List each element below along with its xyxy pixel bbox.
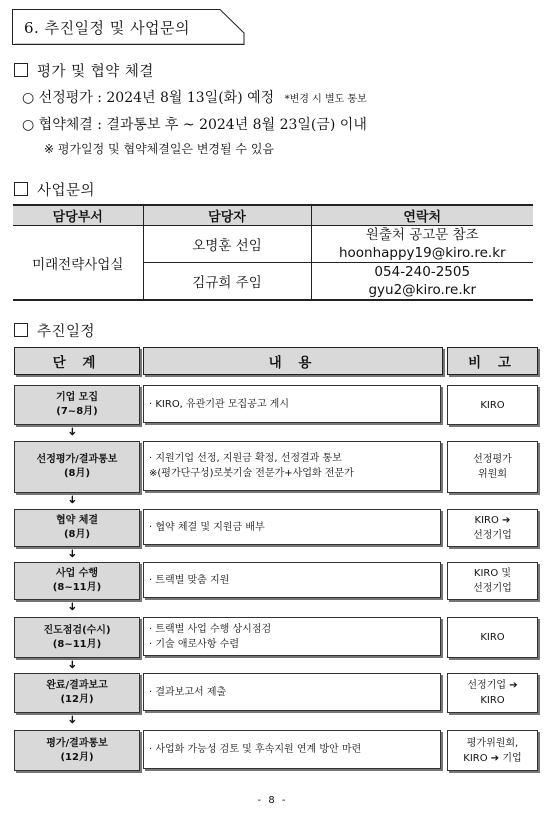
stage-box <box>14 385 140 425</box>
evaluation-note: ※ 평가일정 및 협약체결일은 변경될 수 있음 <box>44 142 275 156</box>
contact-info-cell: 054-240-2505 gyu2@kiro.re.kr <box>311 263 533 301</box>
stage-period: (8月) <box>63 468 91 479</box>
step-remark-line: KIRO ➔ <box>474 515 511 526</box>
step-content-box <box>143 385 441 423</box>
stage-box <box>14 562 140 600</box>
square-bullet-icon <box>14 323 28 337</box>
stage-name: 완료/결과보고 <box>46 680 108 691</box>
step-content-line: · 협약 체결 및 지원금 배부 <box>149 521 265 533</box>
stage-name: 사업 수행 <box>55 568 99 579</box>
contact-name-cell: 오명훈 선임 <box>143 226 311 263</box>
step-remark-box <box>447 617 538 658</box>
square-bullet-icon <box>14 182 28 196</box>
stage-box <box>14 673 140 713</box>
stage-name: 진도점검(수시) <box>43 624 111 636</box>
contact-table-header <box>13 205 533 226</box>
step-remark-line: KIRO <box>480 632 505 643</box>
step-content-box <box>143 562 441 598</box>
stage-period: (8~11月) <box>52 638 102 650</box>
contact-table <box>13 204 533 301</box>
content-column-header: 내 용 <box>143 347 443 375</box>
table-row <box>13 226 533 263</box>
page-title: 6. 추진일정 및 사업문의 <box>24 19 191 37</box>
evaluation-item-2: ○ 협약체결 : 결과통보 후 ~ 2024년 8월 23일(금) 이내 <box>22 117 367 133</box>
stage-box <box>14 441 140 493</box>
schedule-heading: 추진일정 <box>14 320 95 341</box>
step-remark-box <box>447 385 538 425</box>
step-content-box <box>143 617 441 656</box>
step-remark-line: 선정평가 <box>473 454 512 465</box>
section-title-tab <box>12 9 244 43</box>
down-arrow-icon: ➜ <box>66 426 80 437</box>
step-remark-box <box>447 730 538 771</box>
stage-name: 평가/결과통보 <box>46 737 108 749</box>
step-content-line: · 기술 애로사항 수렴 <box>149 638 239 650</box>
stage-period: (8月) <box>63 529 91 540</box>
step-remark-line: KIRO 및 <box>473 568 512 579</box>
stage-period: (7~8月) <box>56 406 98 417</box>
step-remark-line: 위원회 <box>478 469 507 480</box>
step-content-box <box>143 730 441 769</box>
step-content-box <box>143 673 441 711</box>
step-remark-box <box>447 441 538 493</box>
stage-period: (12月) <box>60 751 94 763</box>
step-remark-line: 선정기업 <box>473 530 512 541</box>
step-remark-line: KIRO <box>480 399 505 411</box>
step-remark-line: KIRO ➔ 기업 <box>463 752 522 764</box>
stage-column-header: 단 계 <box>14 347 140 375</box>
page-number: - 8 - <box>257 795 288 806</box>
evaluation-heading: 평가 및 협약 체결 <box>14 60 154 81</box>
column-header-department: 담당부서 <box>13 205 143 226</box>
step-content-box <box>143 509 441 545</box>
contact-info-cell: 원출처 공고문 참조 hoonhappy19@kiro.re.kr <box>311 226 533 263</box>
step-remark-line: KIRO <box>480 695 505 706</box>
step-remark-line: 선정기업 <box>473 583 512 594</box>
evaluation-item-1-note: *변경 시 별도 통보 <box>284 94 367 105</box>
column-header-person: 담당자 <box>143 205 311 226</box>
stage-box <box>14 509 140 547</box>
step-content-line: · 지원기업 선정, 지원금 확정, 선정결과 통보 <box>149 453 342 464</box>
step-remark-line: 평가위원회, <box>466 737 519 749</box>
down-arrow-icon: ➜ <box>66 548 80 559</box>
step-content-line: · 트랙별 맞춤 지원 <box>149 574 230 586</box>
stage-box <box>14 617 140 658</box>
step-content-line: · 트랙별 사업 수행 상시점검 <box>149 623 272 635</box>
down-arrow-icon: ➜ <box>66 659 80 670</box>
step-remark-box <box>447 562 538 600</box>
stage-box <box>14 730 140 771</box>
down-arrow-icon: ➜ <box>66 714 80 725</box>
contact-name-cell: 김규희 주임 <box>143 263 311 301</box>
department-cell: 미래전략사업실 <box>13 226 143 301</box>
stage-period: (12月) <box>60 694 94 705</box>
step-content-line: · KIRO, 유관기관 모집공고 게시 <box>149 398 289 410</box>
step-content-line: · 사업화 가능성 검토 및 후속지원 연계 방안 마련 <box>149 744 362 755</box>
step-remark-line: 선정기업 ➔ <box>467 680 518 691</box>
evaluation-item-1: ○ 선정평가 : 2024년 8월 13일(화) 예정 *변경 시 별도 통보 <box>22 90 367 106</box>
down-arrow-icon: ➜ <box>66 601 80 612</box>
stage-name: 선정평가/결과통보 <box>36 454 118 465</box>
stage-name: 협약 체결 <box>55 515 99 526</box>
down-arrow-icon: ➜ <box>66 494 80 505</box>
column-header-contact: 연락처 <box>311 205 533 226</box>
step-remark-box <box>447 673 538 713</box>
step-content-line: · 결과보고서 제출 <box>149 686 227 698</box>
stage-name: 기업 모집 <box>55 392 99 403</box>
remark-column-header: 비 고 <box>447 347 538 375</box>
step-remark-box <box>447 509 538 547</box>
inquiry-heading: 사업문의 <box>14 179 95 200</box>
step-content-line: ※(평가단구성)로봇기술 전문가+사업화 전문가 <box>149 468 354 479</box>
square-bullet-icon <box>14 63 28 77</box>
stage-period: (8~11月) <box>52 582 102 593</box>
step-content-box <box>143 441 441 491</box>
